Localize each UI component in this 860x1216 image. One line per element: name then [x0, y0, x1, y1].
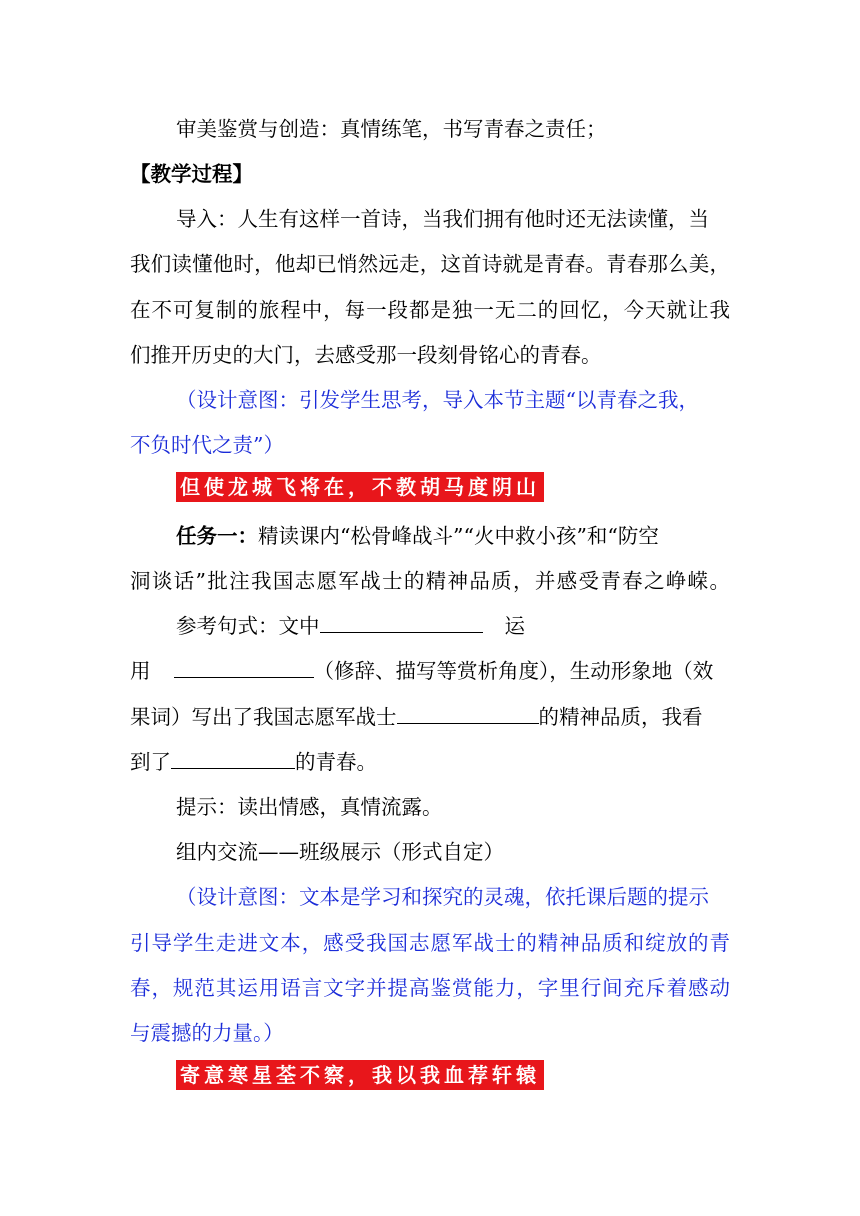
reference-sentence-line-2	[130, 657, 730, 685]
reference-line-4-end: 的青春。	[295, 750, 377, 774]
design-intent-1-line-1: （设计意图：引发学生思考，导入本节主题“以青春之我，	[176, 388, 699, 412]
intro-paragraph-line-2: 我们读懂他时，他却已悄然远走，这首诗就是青春。青春那么美，	[130, 252, 730, 276]
task-one-line-1	[176, 522, 730, 550]
intro-paragraph-line-3: 在不可复制的旅程中，每一段都是独一无二的回忆，今天就让我	[130, 298, 730, 322]
answer-blank-2[interactable]	[174, 657, 314, 678]
task-one-text: 精读课内“松骨峰战斗”“火中救小孩”和“防空	[258, 524, 659, 548]
reference-line-2-text: （修辞、描写等赏析角度），生动形象地（效	[313, 659, 714, 683]
reference-sentence-line-4	[130, 748, 730, 776]
reference-sentence-line-3	[130, 703, 730, 731]
design-intent-2-line-4: 与震撼的力量。）	[130, 1021, 284, 1045]
intro-paragraph-line-4: 们推开历史的大门，去感受那一段刻骨铭心的青春。	[130, 343, 602, 367]
answer-blank-1[interactable]	[320, 612, 483, 633]
answer-blank-4[interactable]	[171, 748, 295, 769]
task-one-line-2: 洞谈话”批注我国志愿军战士的精神品质，并感受青春之峥嵘。	[130, 569, 730, 593]
poem-banner-2: 寄意寒星荃不察，我以我血荐轩辕	[176, 1060, 544, 1090]
reference-line-3-end: 的精神品质，我看	[538, 705, 703, 729]
intro-paragraph-line-1: 导入：人生有这样一首诗，当我们拥有他时还无法读懂，当	[176, 207, 709, 231]
design-intent-2-line-2: 引导学生走进文本，感受我国志愿军战士的精神品质和绽放的青	[130, 931, 730, 955]
reference-label: 参考句式：文中	[176, 614, 320, 638]
section-heading: 【教学过程】	[130, 162, 253, 186]
aesthetic-goal-line: 审美鉴赏与创造：真情练笔，书写青春之责任；	[176, 117, 607, 141]
reference-line-3-start: 果词）写出了我国志愿军战士	[130, 705, 397, 729]
design-intent-2-line-1: （设计意图：文本是学习和探究的灵魂，依托课后题的提示	[176, 885, 709, 909]
group-exchange-line: 组内交流——班级展示（形式自定）	[176, 840, 504, 864]
reference-word-yun: 运	[504, 614, 525, 638]
design-intent-1-line-2: 不负时代之责”）	[130, 433, 284, 457]
reference-word-yong: 用	[130, 659, 151, 683]
hint-line: 提示：读出情感，真情流露。	[176, 795, 443, 819]
poem-banner-1: 但使龙城飞将在，不教胡马度阴山	[176, 472, 544, 502]
reference-sentence-line-1	[176, 612, 730, 640]
design-intent-2-line-3: 春，规范其运用语言文字并提高鉴赏能力，字里行间充斥着感动	[130, 976, 730, 1000]
reference-line-4-start: 到了	[130, 750, 171, 774]
answer-blank-3[interactable]	[397, 703, 539, 724]
task-one-label: 任务一：	[176, 524, 258, 548]
